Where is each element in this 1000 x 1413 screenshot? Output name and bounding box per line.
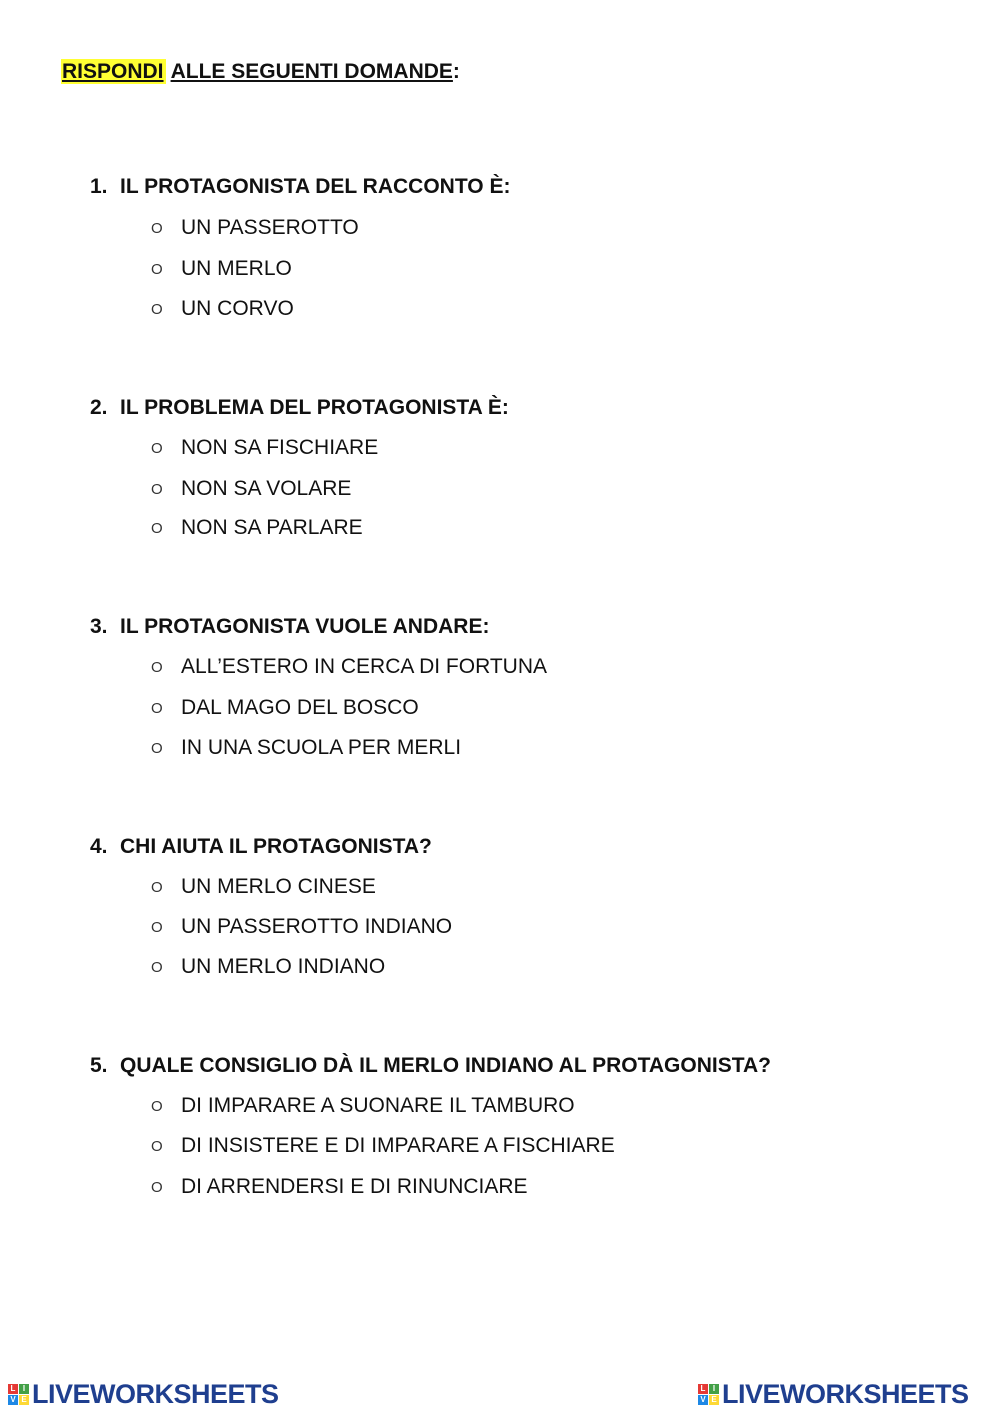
logo-mark-letter: V xyxy=(698,1395,708,1405)
option-4c[interactable] xyxy=(151,955,385,979)
option-5a[interactable] xyxy=(151,1094,575,1118)
option-label: DI ARRENDERSI E DI RINUNCIARE xyxy=(181,1175,528,1198)
logo-mark-letter: L xyxy=(698,1384,708,1394)
radio-bullet-icon[interactable]: O xyxy=(151,1179,163,1196)
option-label: DI INSISTERE E DI IMPARARE A FISCHIARE xyxy=(181,1134,615,1157)
option-label: ALL’ESTERO IN CERCA DI FORTUNA xyxy=(181,655,548,678)
liveworksheets-logo-icon xyxy=(8,1384,29,1405)
question-text: IL PROTAGONISTA VUOLE ANDARE: xyxy=(120,615,490,638)
radio-bullet-icon[interactable]: O xyxy=(151,481,163,498)
option-label: NON SA FISCHIARE xyxy=(181,436,379,459)
option-label: IN UNA SCUOLA PER MERLI xyxy=(181,736,462,759)
option-label: UN MERLO xyxy=(181,257,292,280)
radio-bullet-icon[interactable]: O xyxy=(151,659,163,676)
radio-bullet-icon[interactable]: O xyxy=(151,700,163,717)
option-5b[interactable] xyxy=(151,1134,615,1158)
question-4 xyxy=(90,835,432,859)
logo-mark-letter: V xyxy=(8,1395,18,1405)
option-2a[interactable] xyxy=(151,436,378,460)
radio-bullet-icon[interactable]: O xyxy=(151,879,163,896)
option-label: UN PASSEROTTO xyxy=(181,216,359,239)
heading-highlight: RISPONDI xyxy=(62,60,164,83)
radio-bullet-icon[interactable]: O xyxy=(151,959,163,976)
option-5c[interactable] xyxy=(151,1175,528,1199)
option-1a[interactable] xyxy=(151,216,359,240)
option-3a[interactable] xyxy=(151,655,547,679)
option-4a[interactable] xyxy=(151,875,376,899)
logo-mark-letter: I xyxy=(19,1384,29,1394)
logo-mark-letter: L xyxy=(8,1384,18,1394)
question-number: 1. xyxy=(90,175,108,198)
option-label: UN PASSEROTTO INDIANO xyxy=(181,915,453,938)
option-label: NON SA VOLARE xyxy=(181,477,352,500)
option-2b[interactable] xyxy=(151,477,351,501)
option-label: UN MERLO INDIANO xyxy=(181,955,386,978)
question-number: 5. xyxy=(90,1054,108,1077)
radio-bullet-icon[interactable]: O xyxy=(151,1138,163,1155)
question-number: 2. xyxy=(90,396,108,419)
option-1b[interactable] xyxy=(151,257,292,281)
radio-bullet-icon[interactable]: O xyxy=(151,520,163,537)
option-4b[interactable] xyxy=(151,915,452,939)
heading-text: ALLE SEGUENTI DOMANDE xyxy=(170,60,453,83)
option-label: DAL MAGO DEL BOSCO xyxy=(181,696,419,719)
option-2c[interactable] xyxy=(151,516,363,540)
question-number: 4. xyxy=(90,835,108,858)
question-2 xyxy=(90,396,509,420)
radio-bullet-icon[interactable]: O xyxy=(151,919,163,936)
question-3 xyxy=(90,615,489,639)
radio-bullet-icon[interactable]: O xyxy=(151,1098,163,1115)
question-number: 3. xyxy=(90,615,108,638)
option-label: UN MERLO CINESE xyxy=(181,875,376,898)
option-3c[interactable] xyxy=(151,736,461,760)
option-3b[interactable] xyxy=(151,696,419,720)
liveworksheets-logo-icon xyxy=(698,1384,719,1405)
worksheet-heading xyxy=(61,60,460,84)
radio-bullet-icon[interactable]: O xyxy=(151,440,163,457)
question-5 xyxy=(90,1054,771,1078)
logo-mark-letter: E xyxy=(19,1395,29,1405)
question-text: CHI AIUTA IL PROTAGONISTA? xyxy=(120,835,432,858)
option-label: NON SA PARLARE xyxy=(181,516,363,539)
heading-colon: : xyxy=(452,60,460,83)
liveworksheets-logo-right xyxy=(698,1379,969,1409)
logo-mark-letter: E xyxy=(709,1395,719,1405)
radio-bullet-icon[interactable]: O xyxy=(151,301,163,318)
option-label: UN CORVO xyxy=(181,297,294,320)
option-label: DI IMPARARE A SUONARE IL TAMBURO xyxy=(181,1094,575,1117)
logo-mark-letter: I xyxy=(709,1384,719,1394)
logo-wordmark: LIVEWORKSHEETS xyxy=(722,1378,969,1409)
question-text: QUALE CONSIGLIO DÀ IL MERLO INDIANO AL PROTAGONISTA? xyxy=(120,1054,771,1077)
radio-bullet-icon[interactable]: O xyxy=(151,740,163,757)
logo-wordmark: LIVEWORKSHEETS xyxy=(32,1378,279,1409)
question-text: IL PROBLEMA DEL PROTAGONISTA È: xyxy=(120,396,509,419)
option-1c[interactable] xyxy=(151,297,294,321)
liveworksheets-logo-left xyxy=(8,1379,279,1409)
radio-bullet-icon[interactable]: O xyxy=(151,220,163,237)
radio-bullet-icon[interactable]: O xyxy=(151,261,163,278)
question-text: IL PROTAGONISTA DEL RACCONTO È: xyxy=(120,175,511,198)
question-1 xyxy=(90,175,510,199)
